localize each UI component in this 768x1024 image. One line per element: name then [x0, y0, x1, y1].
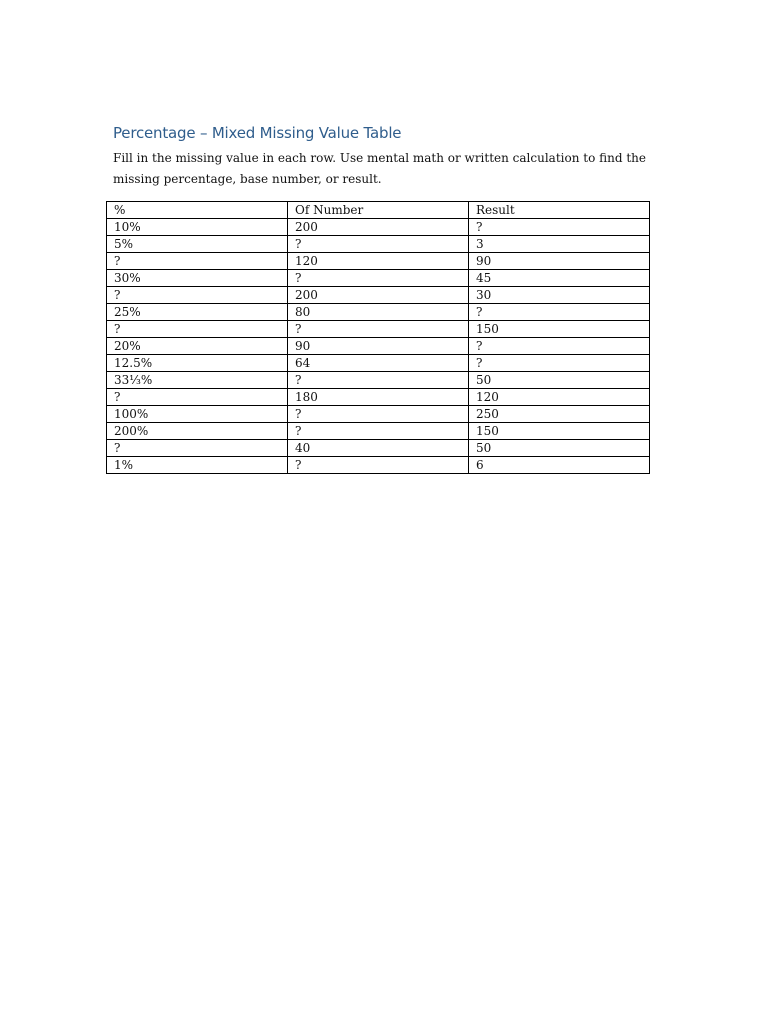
cell-percent: ? — [107, 287, 288, 304]
cell-result: 6 — [469, 457, 650, 474]
cell-percent: 33⅓% — [107, 372, 288, 389]
header-result: Result — [469, 202, 650, 219]
cell-percent: ? — [107, 440, 288, 457]
table-header-row — [107, 202, 650, 219]
table-row — [107, 338, 650, 355]
cell-percent: 200% — [107, 423, 288, 440]
table-row — [107, 304, 650, 321]
cell-percent: 10% — [107, 219, 288, 236]
table-row — [107, 287, 650, 304]
cell-result: 90 — [469, 253, 650, 270]
cell-result: 45 — [469, 270, 650, 287]
cell-of-number: 180 — [288, 389, 469, 406]
cell-percent: 30% — [107, 270, 288, 287]
cell-of-number: 40 — [288, 440, 469, 457]
cell-of-number: ? — [288, 270, 469, 287]
table-row — [107, 389, 650, 406]
cell-result: 150 — [469, 321, 650, 338]
table-row — [107, 355, 650, 372]
cell-result: 3 — [469, 236, 650, 253]
cell-result: 250 — [469, 406, 650, 423]
cell-percent: ? — [107, 253, 288, 270]
cell-result: 50 — [469, 440, 650, 457]
instructions-text: Fill in the missing value in each row. Use mental math or written calculation to find the missing percentage, base number, or result. — [113, 151, 647, 186]
cell-of-number: ? — [288, 372, 469, 389]
cell-of-number: ? — [288, 457, 469, 474]
cell-percent: 20% — [107, 338, 288, 355]
cell-result: 30 — [469, 287, 650, 304]
document-title: Percentage – Mixed Missing Value Table — [113, 124, 402, 142]
table-row — [107, 253, 650, 270]
cell-of-number: ? — [288, 423, 469, 440]
cell-percent: 5% — [107, 236, 288, 253]
cell-of-number: 200 — [288, 219, 469, 236]
table-row — [107, 423, 650, 440]
table-row — [107, 406, 650, 423]
cell-result: 150 — [469, 423, 650, 440]
missing-value-table — [106, 201, 650, 474]
cell-of-number: ? — [288, 321, 469, 338]
header-of-number: Of Number — [288, 202, 469, 219]
cell-percent: 12.5% — [107, 355, 288, 372]
cell-result: 120 — [469, 389, 650, 406]
table-row — [107, 372, 650, 389]
table-row — [107, 270, 650, 287]
cell-result: 50 — [469, 372, 650, 389]
cell-of-number: 120 — [288, 253, 469, 270]
cell-result: ? — [469, 219, 650, 236]
table-row — [107, 457, 650, 474]
cell-of-number: ? — [288, 236, 469, 253]
cell-percent: ? — [107, 389, 288, 406]
cell-of-number: 90 — [288, 338, 469, 355]
cell-result: ? — [469, 355, 650, 372]
cell-percent: 1% — [107, 457, 288, 474]
cell-result: ? — [469, 304, 650, 321]
table-row — [107, 321, 650, 338]
table-row — [107, 219, 650, 236]
table-row — [107, 236, 650, 253]
cell-percent: 100% — [107, 406, 288, 423]
cell-of-number: 80 — [288, 304, 469, 321]
cell-of-number: 200 — [288, 287, 469, 304]
cell-of-number: ? — [288, 406, 469, 423]
header-percent: % — [107, 202, 288, 219]
cell-result: ? — [469, 338, 650, 355]
cell-percent: 25% — [107, 304, 288, 321]
cell-of-number: 64 — [288, 355, 469, 372]
cell-percent: ? — [107, 321, 288, 338]
table-row — [107, 440, 650, 457]
